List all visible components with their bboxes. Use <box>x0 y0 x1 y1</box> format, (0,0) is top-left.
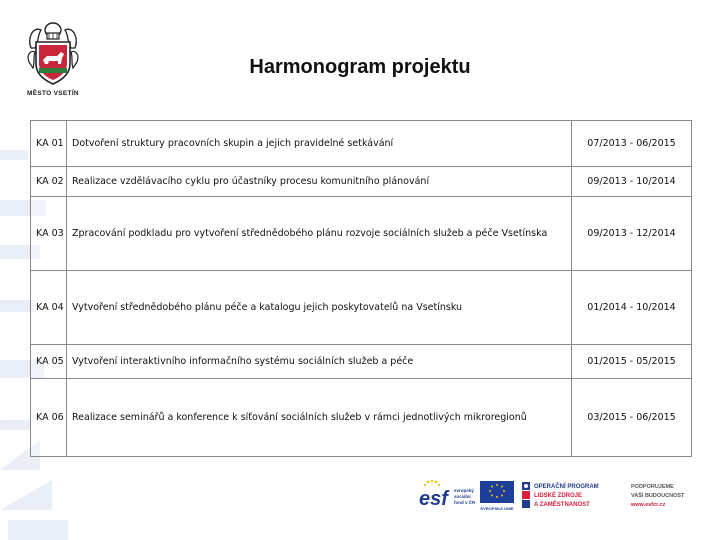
op-emblem-icon <box>522 482 530 508</box>
table-row <box>31 271 692 345</box>
funding-logos <box>418 478 698 514</box>
esf-tagline-2: sociální <box>454 494 471 499</box>
activity-period: 01/2015 - 05/2015 <box>572 345 692 379</box>
op-line-1: OPERAČNÍ PROGRAM <box>534 484 599 490</box>
activity-period: 09/2013 - 10/2014 <box>572 167 692 197</box>
page-title: Harmonogram projektu <box>249 56 471 78</box>
table-row <box>31 379 692 457</box>
eu-caption: EVROPSKÁ UNIE <box>480 506 514 511</box>
activity-code: KA 03 <box>31 197 67 271</box>
table-row <box>31 167 692 197</box>
op-line-3: A ZAMĚSTNANOST <box>534 502 590 508</box>
activity-code: KA 01 <box>31 121 67 167</box>
activity-period: 03/2015 - 06/2015 <box>572 379 692 457</box>
activity-description: Vytvoření střednědobého plánu péče a katalogu jejich poskytovatelů na Vsetínsku <box>67 271 572 345</box>
esf-wordmark: esf <box>419 488 448 510</box>
schedule-table <box>30 120 692 457</box>
slogan-line-1: PODPORUJEME <box>631 484 674 490</box>
activity-description: Vytvoření interaktivního informačního systému sociálních služeb a péče <box>67 345 572 379</box>
activity-code: KA 05 <box>31 345 67 379</box>
activity-code: KA 02 <box>31 167 67 197</box>
activity-period: 07/2013 - 06/2015 <box>572 121 692 167</box>
table-row <box>31 197 692 271</box>
logo-caption: MĚSTO VSETÍN <box>27 90 79 97</box>
slogan-line-3: www.esfcr.cz <box>631 502 666 508</box>
activity-description: Dotvoření struktury pracovních skupin a jejich pravidelné setkávání <box>67 121 572 167</box>
esf-tagline-3: fond v ČR <box>454 500 476 505</box>
activity-period: 01/2014 - 10/2014 <box>572 271 692 345</box>
slogan <box>630 484 685 508</box>
table-row <box>31 345 692 379</box>
activity-description: Realizace vzdělávacího cyklu pro účastníky procesu komunitního plánování <box>67 167 572 197</box>
activity-code: KA 06 <box>31 379 67 457</box>
esf-tagline-1: evropský <box>454 488 474 493</box>
activity-code: KA 04 <box>31 271 67 345</box>
eu-logo <box>480 481 514 511</box>
table-row <box>31 121 692 167</box>
esf-logo <box>418 480 476 512</box>
op-logo <box>522 482 599 508</box>
activity-description: Realizace seminářů a konference k síťování sociálních služeb v rámci jednotlivých mikroregionů <box>67 379 572 457</box>
activity-description: Zpracování podkladu pro vytvoření střednědobého plánu rozvoje sociálních služeb a péče Vsetínska <box>67 197 572 271</box>
op-line-2: LIDSKÉ ZDROJE <box>534 493 583 499</box>
slogan-line-2: VAŠI BUDOUCNOST <box>631 493 685 499</box>
activity-period: 09/2013 - 12/2014 <box>572 197 692 271</box>
